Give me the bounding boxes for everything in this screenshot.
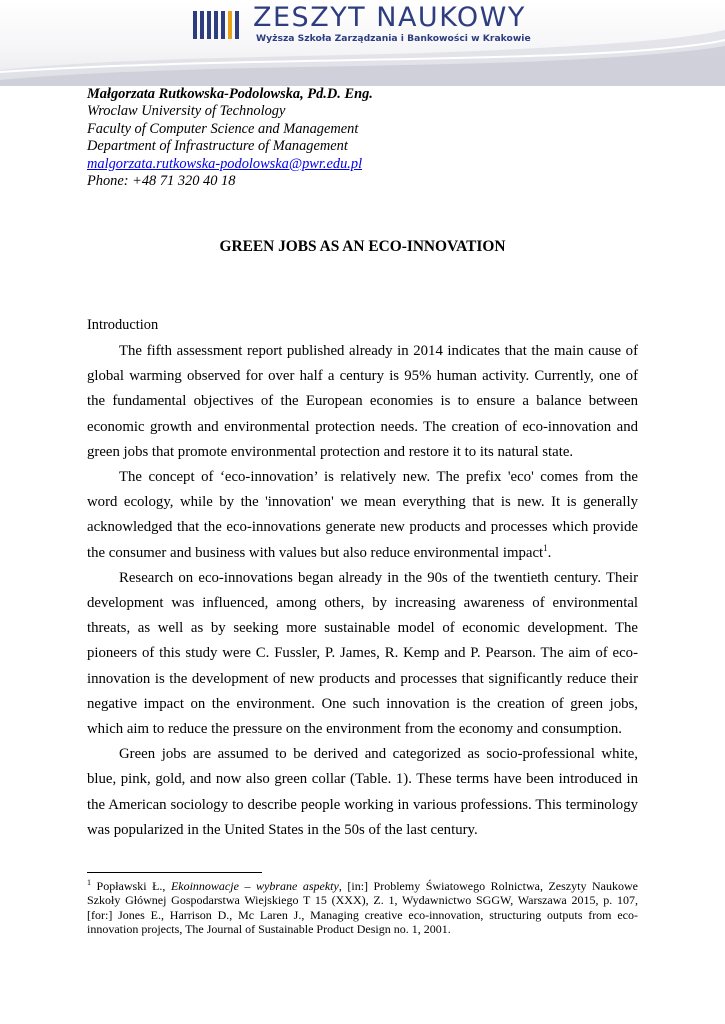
journal-header-banner <box>0 0 725 86</box>
paragraph <box>87 566 638 742</box>
section-heading: Introduction <box>87 317 159 333</box>
author-faculty: Faculty of Computer Science and Management <box>87 120 359 137</box>
footnote-divider <box>87 872 262 873</box>
paragraph <box>87 339 638 465</box>
author-email-link[interactable]: malgorzata.rutkowska-podolowska@pwr.edu.pl <box>87 155 363 172</box>
body-text <box>87 339 638 843</box>
footnote-rest: , [in:] Problemy Światowego Rolnictwa, Zeszyty Naukowe Szkoły Głównej Gospodarstwa Wiejskiego T 15 (XXX), Z. 1, Wydawnictwo SGGW, Warszawa 2015, p. 107, [for:] Jones E., Harrison D., Mc Laren J., Managing creative eco-innovation, structuring outputs from eco-innovation projects, The Journal of Sustainable Product Design no. 1, 2001. <box>87 879 638 937</box>
author-info <box>87 86 373 190</box>
footnote-mark: 1 <box>87 878 91 887</box>
author-department: Department of Infrastructure of Management <box>87 138 348 155</box>
paper-title: GREEN JOBS AS AN ECO-INNOVATION <box>219 238 506 255</box>
paragraph-text: The concept of ‘eco-innovation’ is relatively new. The prefix 'eco' comes from the word ecology, while by the 'innovation' we mean everything that is new. It is generally acknowledged that the eco-innovations generate new products and processes which provide the consumer and business with values but also reduce environmental impact <box>87 469 638 561</box>
author-name: Małgorzata Rutkowska-Podolowska, Pd.D. Eng. <box>87 86 373 102</box>
journal-logo-icon <box>193 7 243 43</box>
paragraph-text: The fifth assessment report published already in 2014 indicates that the main cause of global warming observed for over half a century is 95% human activity. Currently, one of the fundamental objectives of the European economies is to ensure a balance between economic growth and environmental protection needs. The creation of eco-innovation and green jobs that promote environmental protection and restore it to its natural state. <box>87 343 638 460</box>
journal-subtitle: Wyższa Szkoła Zarządzania i Bankowości w Krakowie <box>256 33 531 44</box>
footnote-lead: Popławski Ł., <box>91 879 171 893</box>
paragraph <box>87 742 638 843</box>
footnote <box>87 879 638 937</box>
paragraph-tail: . <box>547 544 552 561</box>
footnote-reference[interactable]: 1 <box>543 542 548 553</box>
paragraph-text: Green jobs are assumed to be derived and categorized as socio-professional white, blue, pink, gold, and now also green collar (Table. 1). These terms have been introduced in the American sociology to describe people working in various professions. This terminology was popularized in the United States in the 50s of the last century. <box>87 746 638 838</box>
author-phone: Phone: +48 71 320 40 18 <box>87 173 236 190</box>
footnote-title: Ekoinnowacje – wybrane aspekty <box>170 879 339 893</box>
paragraph <box>87 465 638 566</box>
paragraph-text: Research on eco-innovations began already in the 90s of the twentieth century. Their development was influenced, among others, by increasing awareness of environmental threats, as well as by seeking more sustainable model of economic development. The pioneers of this study were C. Fussler, P. James, R. Kemp and P. Pearson. The aim of eco-innovation is the development of new products and processes that significantly reduce their negative impact on the environment. One such innovation is the creation of green jobs, which aim to reduce the pressure on the environment from the economy and consumption. <box>87 569 638 738</box>
author-university: Wroclaw University of Technology <box>87 103 286 120</box>
journal-title: ZESZYT NAUKOWY <box>253 2 526 33</box>
